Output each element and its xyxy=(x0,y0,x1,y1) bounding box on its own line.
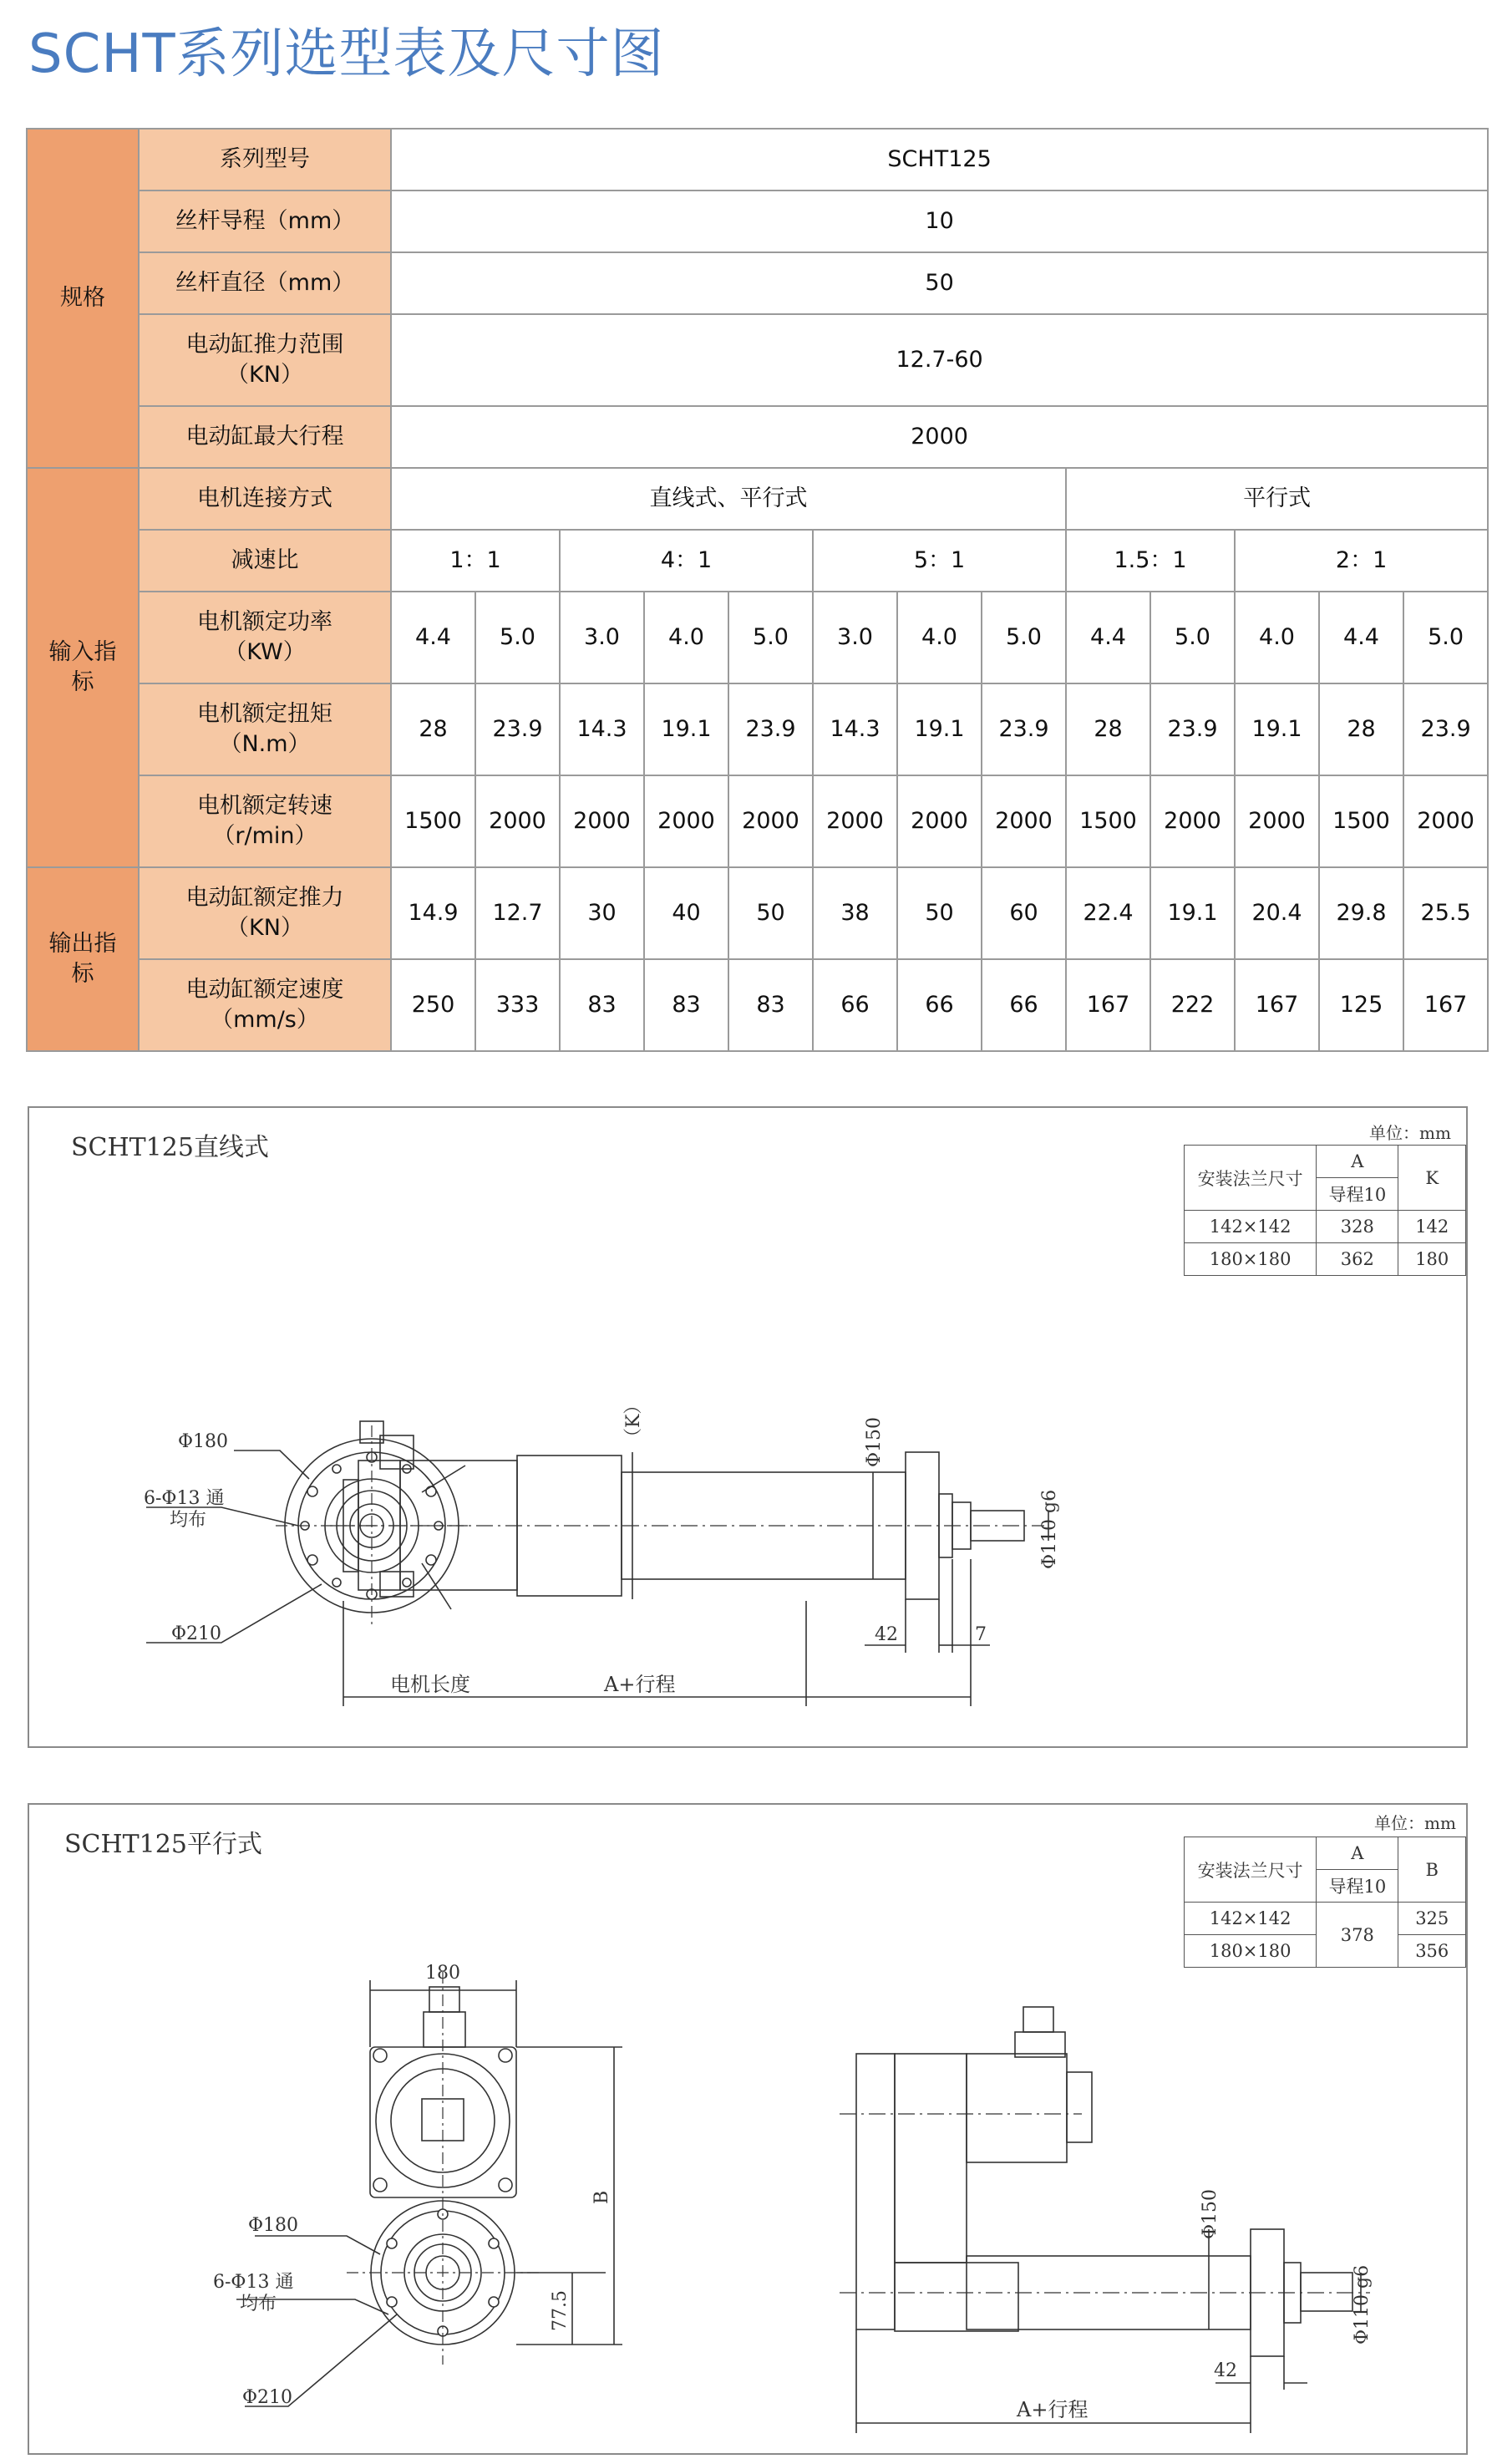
selection-table xyxy=(26,128,1489,1052)
dim-cell: 325 xyxy=(1398,1903,1466,1935)
label-holes-2: 均布 xyxy=(170,1510,207,1531)
label-d210: Φ210 xyxy=(242,2387,293,2408)
value-torque: 28 xyxy=(1319,683,1403,775)
row-label-lead: 丝杆导程（mm） xyxy=(139,191,391,252)
inline-actuator-drawing xyxy=(29,1108,1466,1746)
value-model: SCHT125 xyxy=(391,129,1488,191)
value-velocity: 167 xyxy=(1403,959,1488,1051)
dim-header-flange: 安装法兰尺寸 xyxy=(1185,1146,1317,1211)
value-connection-inline: 直线式、平行式 xyxy=(391,468,1066,530)
value-velocity: 167 xyxy=(1235,959,1319,1051)
value-torque: 23.9 xyxy=(1150,683,1235,775)
value-velocity: 333 xyxy=(475,959,560,1051)
value-power: 4.4 xyxy=(391,592,475,683)
label-holes-2: 均布 xyxy=(240,2294,277,2314)
dim-header-flange: 安装法兰尺寸 xyxy=(1185,1837,1317,1903)
label-holes: 6-Φ13 通 xyxy=(213,2272,294,2293)
label-d180: Φ180 xyxy=(178,1431,229,1452)
value-power: 4.0 xyxy=(897,592,982,683)
page-title: SCHT系列选型表及尺寸图 xyxy=(28,23,665,85)
front-view xyxy=(146,1421,468,1643)
value-torque: 19.1 xyxy=(1235,683,1319,775)
dim-header-k: K xyxy=(1398,1146,1466,1211)
row-label-model: 系列型号 xyxy=(139,129,391,191)
label-motor-length: 电机长度 xyxy=(390,1673,470,1696)
value-velocity: 250 xyxy=(391,959,475,1051)
front-view xyxy=(236,1972,622,2406)
label-d150: Φ150 xyxy=(864,1416,885,1467)
value-speed: 2000 xyxy=(728,775,813,867)
value-velocity: 125 xyxy=(1319,959,1403,1051)
group-input-label: 输入指标 xyxy=(48,639,117,695)
value-torque: 28 xyxy=(391,683,475,775)
group-spec: 规格 xyxy=(27,129,139,468)
dim-cell: 180×180 xyxy=(1185,1243,1317,1276)
dim-cell: 356 xyxy=(1398,1935,1466,1968)
label-42: 42 xyxy=(875,1624,898,1645)
value-ratio: 2：1 xyxy=(1235,530,1488,592)
value-connection-parallel: 平行式 xyxy=(1066,468,1488,530)
value-torque: 28 xyxy=(1066,683,1150,775)
dim-cell: 362 xyxy=(1317,1243,1398,1276)
dim-cell: 328 xyxy=(1317,1211,1398,1243)
value-thrust: 25.5 xyxy=(1403,867,1488,959)
value-power: 4.4 xyxy=(1319,592,1403,683)
row-label-torque: 电机额定扭矩 （N.m） xyxy=(139,683,391,775)
value-thrust-range: 12.7-60 xyxy=(391,314,1488,406)
value-thrust: 19.1 xyxy=(1150,867,1235,959)
value-speed: 1500 xyxy=(1066,775,1150,867)
value-speed: 1500 xyxy=(1319,775,1403,867)
value-thrust: 38 xyxy=(813,867,897,959)
label-k: （K） xyxy=(623,1395,644,1446)
value-thrust: 50 xyxy=(728,867,813,959)
row-label-thrust-range: 电动缸推力范围 （KN） xyxy=(139,314,391,406)
parallel-actuator-drawing xyxy=(29,1805,1466,2453)
dim-header-lead: 导程10 xyxy=(1317,1178,1398,1211)
dim-header-lead: 导程10 xyxy=(1317,1870,1398,1903)
row-label-ratio: 减速比 xyxy=(139,530,391,592)
unit-label: 单位：mm xyxy=(1374,1813,1456,1833)
value-speed: 2000 xyxy=(813,775,897,867)
dim-header-b: B xyxy=(1398,1837,1466,1903)
value-ratio: 5：1 xyxy=(813,530,1066,592)
value-power: 4.0 xyxy=(644,592,728,683)
drawing-panel-inline xyxy=(28,1106,1468,1748)
value-lead: 10 xyxy=(391,191,1488,252)
label-d150: Φ150 xyxy=(1200,2188,1220,2239)
value-torque: 23.9 xyxy=(1403,683,1488,775)
label-a-stroke: A+行程 xyxy=(1017,2398,1089,2421)
value-velocity: 167 xyxy=(1066,959,1150,1051)
dim-cell: 180 xyxy=(1398,1243,1466,1276)
label-7: 7 xyxy=(975,1624,987,1645)
value-torque: 14.3 xyxy=(560,683,644,775)
group-input xyxy=(27,468,139,867)
value-torque: 19.1 xyxy=(644,683,728,775)
dim-cell: 180×180 xyxy=(1185,1935,1317,1968)
value-torque: 23.9 xyxy=(475,683,560,775)
value-velocity: 66 xyxy=(813,959,897,1051)
value-speed: 2000 xyxy=(1150,775,1235,867)
label-d110: Φ110 g6 xyxy=(1039,1489,1060,1569)
label-d180: Φ180 xyxy=(248,2215,299,2236)
label-a-stroke: A+行程 xyxy=(604,1673,676,1696)
row-label-connection: 电机连接方式 xyxy=(139,468,391,530)
value-torque: 23.9 xyxy=(728,683,813,775)
value-speed: 2000 xyxy=(897,775,982,867)
row-label-diameter: 丝杆直径（mm） xyxy=(139,252,391,314)
value-velocity: 83 xyxy=(644,959,728,1051)
value-thrust: 30 xyxy=(560,867,644,959)
value-power: 5.0 xyxy=(1403,592,1488,683)
value-thrust: 20.4 xyxy=(1235,867,1319,959)
value-thrust: 40 xyxy=(644,867,728,959)
value-velocity: 66 xyxy=(982,959,1066,1051)
value-thrust: 60 xyxy=(982,867,1066,959)
drawing-panel-parallel xyxy=(28,1803,1468,2455)
value-thrust: 14.9 xyxy=(391,867,475,959)
value-power: 3.0 xyxy=(813,592,897,683)
value-power: 5.0 xyxy=(1150,592,1235,683)
value-velocity: 222 xyxy=(1150,959,1235,1051)
drawing-title: SCHT125平行式 xyxy=(64,1830,262,1859)
value-velocity: 66 xyxy=(897,959,982,1051)
dim-cell: 142×142 xyxy=(1185,1211,1317,1243)
value-torque: 19.1 xyxy=(897,683,982,775)
value-ratio: 4：1 xyxy=(560,530,813,592)
label-77-5: 77.5 xyxy=(550,2290,571,2331)
row-label-thrust: 电动缸额定推力 （KN） xyxy=(139,867,391,959)
value-thrust: 22.4 xyxy=(1066,867,1150,959)
label-holes: 6-Φ13 通 xyxy=(144,1488,225,1509)
value-velocity: 83 xyxy=(728,959,813,1051)
value-torque: 14.3 xyxy=(813,683,897,775)
value-ratio: 1.5：1 xyxy=(1066,530,1235,592)
label-b: B xyxy=(591,2190,612,2204)
value-torque: 23.9 xyxy=(982,683,1066,775)
value-power: 5.0 xyxy=(475,592,560,683)
group-output xyxy=(27,867,139,1051)
value-thrust: 12.7 xyxy=(475,867,560,959)
value-speed: 2000 xyxy=(982,775,1066,867)
row-label-velocity: 电动缸额定速度 （mm/s） xyxy=(139,959,391,1051)
value-power: 5.0 xyxy=(728,592,813,683)
value-speed: 2000 xyxy=(475,775,560,867)
label-42: 42 xyxy=(1214,2360,1237,2381)
value-power: 4.0 xyxy=(1235,592,1319,683)
side-view xyxy=(840,2007,1370,2433)
value-power: 5.0 xyxy=(982,592,1066,683)
dim-header-a: A xyxy=(1317,1837,1398,1870)
value-speed: 2000 xyxy=(1235,775,1319,867)
value-thrust: 50 xyxy=(897,867,982,959)
unit-label: 单位：mm xyxy=(1369,1123,1451,1143)
value-speed: 1500 xyxy=(391,775,475,867)
row-label-speed: 电机额定转速 （r/min） xyxy=(139,775,391,867)
row-label-max-stroke: 电动缸最大行程 xyxy=(139,406,391,468)
label-d210: Φ210 xyxy=(171,1623,222,1644)
dim-cell: 142×142 xyxy=(1185,1903,1317,1935)
side-view xyxy=(330,1435,1048,1706)
value-max-stroke: 2000 xyxy=(391,406,1488,468)
value-diameter: 50 xyxy=(391,252,1488,314)
value-power: 3.0 xyxy=(560,592,644,683)
label-d110: Φ110 g6 xyxy=(1352,2264,1373,2345)
value-thrust: 29.8 xyxy=(1319,867,1403,959)
dim-cell: 142 xyxy=(1398,1211,1466,1243)
dim-header-a: A xyxy=(1317,1146,1398,1178)
value-power: 4.4 xyxy=(1066,592,1150,683)
label-180: 180 xyxy=(425,1963,460,1984)
drawing-title: SCHT125直线式 xyxy=(71,1133,269,1162)
group-output-label: 输出指标 xyxy=(48,931,117,987)
dim-cell: 378 xyxy=(1317,1903,1398,1968)
value-velocity: 83 xyxy=(560,959,644,1051)
value-speed: 2000 xyxy=(560,775,644,867)
value-speed: 2000 xyxy=(644,775,728,867)
value-speed: 2000 xyxy=(1403,775,1488,867)
value-ratio: 1：1 xyxy=(391,530,560,592)
row-label-power: 电机额定功率 （KW） xyxy=(139,592,391,683)
